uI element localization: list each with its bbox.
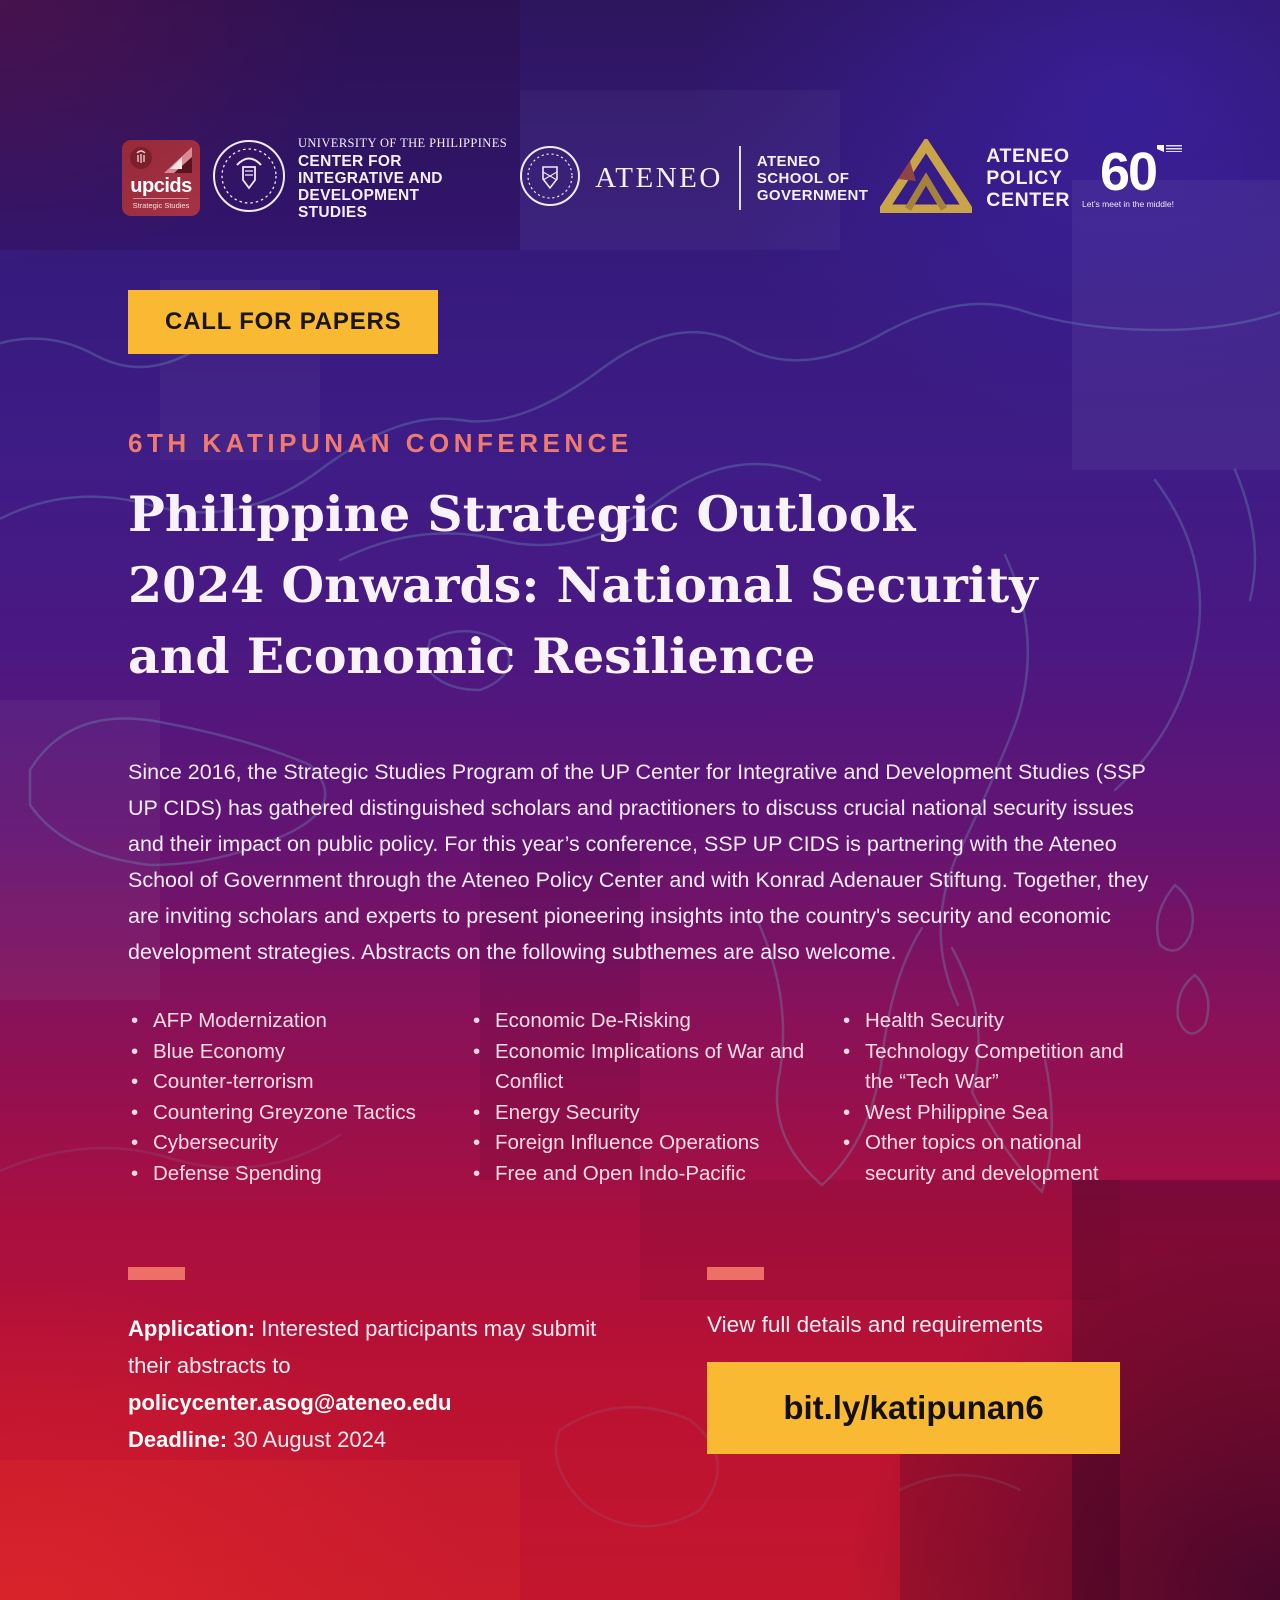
upcids-logo-box <box>122 140 200 216</box>
up-seal-icon <box>212 139 286 218</box>
up-cids-line: INTEGRATIVE AND <box>297 169 443 187</box>
subtheme-item: • Foreign Influence Operations <box>470 1128 840 1159</box>
subtheme-item: • Blue Economy <box>128 1037 470 1068</box>
ateneo-seal-icon <box>519 145 581 212</box>
asog-name-lines <box>757 153 869 204</box>
application-email-link[interactable]: policycenter.asog@ateneo.edu <box>128 1390 452 1415</box>
subtheme-item: • Countering Greyzone Tactics <box>128 1098 470 1129</box>
up-cids-text <box>298 136 507 221</box>
application-label: Application: <box>128 1316 256 1341</box>
subtheme-item: • Free and Open Indo-Pacific <box>470 1159 840 1190</box>
subtheme-item: • Defense Spending <box>128 1159 470 1190</box>
mosaic-tile <box>0 1460 520 1600</box>
upcids-subtitle: Strategic Studies <box>133 198 190 210</box>
policy-center-line: ATENEO <box>986 145 1070 167</box>
conference-kicker: 6TH KATIPUNAN CONFERENCE <box>128 428 633 458</box>
accent-bar <box>707 1267 764 1280</box>
intro-paragraph: Since 2016, the Strategic Studies Program of the UP Center for Integrative and Development Studies (SSP UP CIDS) has gathered distinguished scholars and practitioners to discuss crucial national security issues and their impact on public policy. For this year’s conference, SSP UP CIDS is partnering with the Ateneo School of Government through the Ateneo Policy Center and with Konrad Adenauer Stiftung. Together, they are inviting scholars and experts to present pioneering insights into the country's security and economic development strategies. Abstracts on the following subthemes are also welcome. <box>128 760 1149 964</box>
title-line-2: 2024 Onwards: National Security <box>128 556 1038 614</box>
subtheme-item: • Counter-terrorism <box>128 1067 470 1098</box>
subtheme-item: • Economic Implications of War and Conflict <box>470 1037 840 1098</box>
subthemes-section <box>128 1006 1168 1189</box>
asog-line: GOVERNMENT <box>756 186 869 204</box>
details-block <box>707 1267 1127 1458</box>
kas-tagline: Let’s meet in the middle! <box>1082 199 1174 209</box>
asog-line: SCHOOL OF <box>756 169 850 187</box>
application-text <box>128 1310 633 1458</box>
policy-center-line: POLICY <box>986 167 1063 189</box>
subtheme-item: • AFP Modernization <box>128 1006 470 1037</box>
footer-section <box>128 1267 1168 1458</box>
details-link-button[interactable]: bit.ly/katipunan6 <box>707 1362 1120 1454</box>
asog-line: ATENEO <box>756 152 821 170</box>
upcids-seal-icon <box>129 146 153 175</box>
partner-logos-row <box>122 0 1174 220</box>
kas-60-number: 60 <box>1099 142 1157 202</box>
ateneo-wordmark: ATENEO <box>595 161 723 194</box>
policy-center-triangle-icon <box>880 139 972 218</box>
title-line-3: and Economic Resilience <box>128 627 816 685</box>
subtheme-item: • Cybersecurity <box>128 1128 470 1159</box>
details-heading: View full details and requirements <box>707 1312 1044 1337</box>
subtheme-item: • Energy Security <box>470 1098 840 1129</box>
subtheme-item: • West Philippine Sea <box>840 1098 1140 1129</box>
ateneo-policy-center-logo <box>880 139 1070 218</box>
title-line-1: Philippine Strategic Outlook <box>128 485 916 543</box>
deadline-value: 30 August 2024 <box>233 1427 387 1452</box>
subtheme-item: • Economic De-Risking <box>470 1006 840 1037</box>
kas-60-logo <box>1082 142 1174 209</box>
upcids-arrow-icon <box>162 145 194 180</box>
call-for-papers-badge: CALL FOR PAPERS <box>128 290 438 354</box>
ateneo-asog-logo <box>519 145 868 212</box>
asog-divider <box>739 146 741 210</box>
subtheme-item: • Other topics on national security and development <box>840 1128 1140 1189</box>
subthemes-column-1 <box>128 1006 470 1189</box>
upcids-wordmark: upcids <box>130 175 192 197</box>
application-block <box>128 1267 648 1458</box>
upcids-logo <box>122 140 200 216</box>
up-cids-logo <box>212 136 507 221</box>
up-cids-org-line: UNIVERSITY OF THE PHILIPPINES <box>297 135 508 150</box>
subthemes-column-2 <box>470 1006 840 1189</box>
up-cids-name-lines <box>298 153 507 221</box>
deadline-label: Deadline: <box>128 1427 228 1452</box>
subthemes-column-3 <box>840 1006 1140 1189</box>
subtheme-item: • Technology Competition and the “Tech War” <box>840 1037 1140 1098</box>
policy-center-line: CENTER <box>986 189 1071 211</box>
up-cids-line: CENTER FOR <box>297 152 402 170</box>
application-instructions: Interested participants may submit their abstracts to <box>128 1316 597 1378</box>
conference-title <box>128 479 1168 692</box>
kas-flag-icon <box>1157 145 1182 152</box>
up-cids-line: STUDIES <box>297 203 368 221</box>
up-cids-line: DEVELOPMENT <box>297 186 420 204</box>
policy-center-name-lines <box>986 145 1070 211</box>
subtheme-item: • Health Security <box>840 1006 1140 1037</box>
accent-bar <box>128 1267 185 1280</box>
